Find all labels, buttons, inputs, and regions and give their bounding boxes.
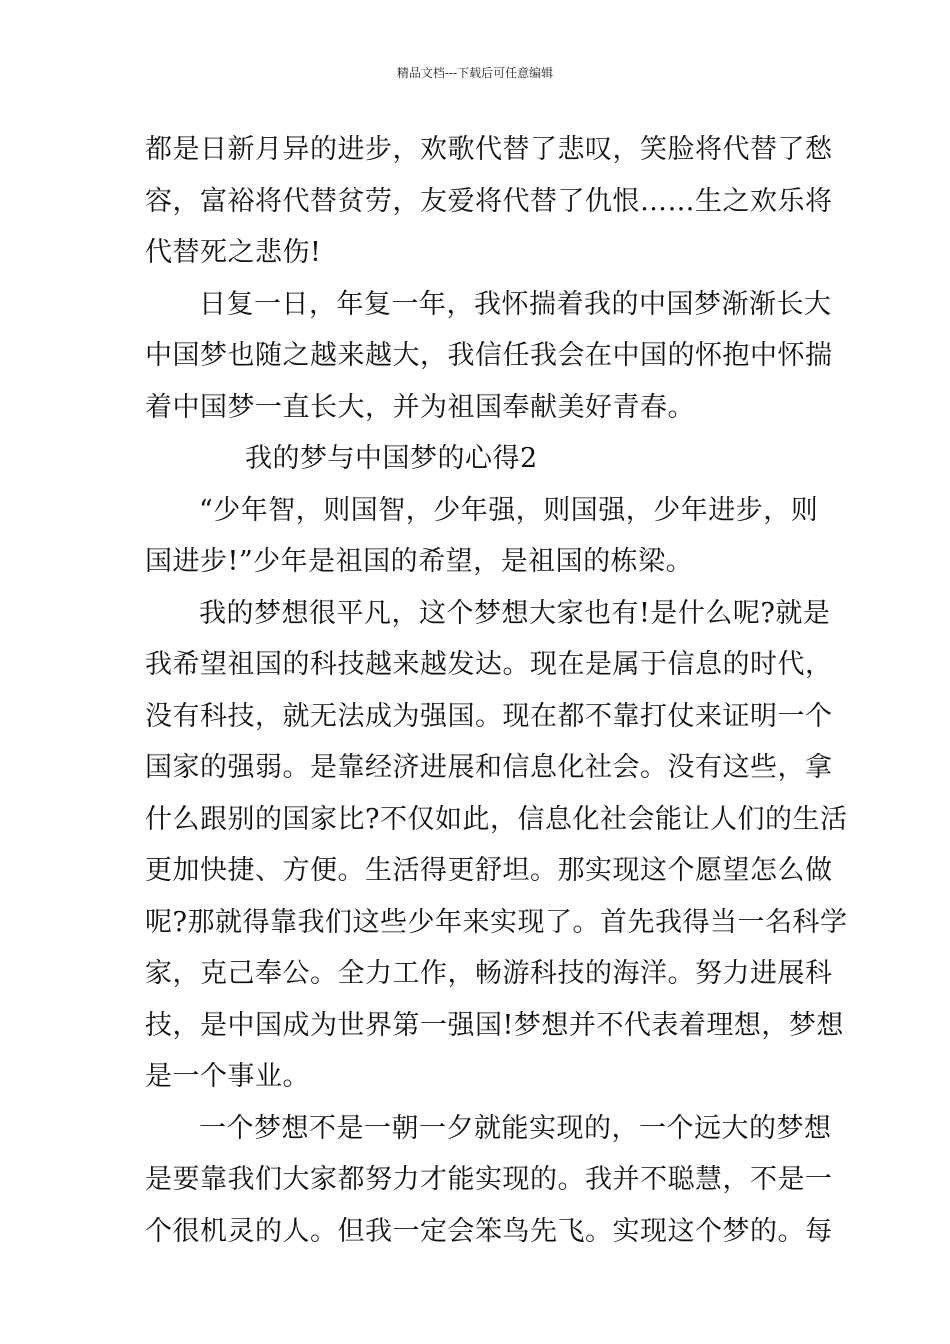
text-line: 什么跟别的国家比?不仅如此，信息化社会能让人们的生活 xyxy=(145,803,848,835)
text-line: 都是日新月异的进步，欢歌代替了悲叹，笑脸将代替了愁 xyxy=(145,134,833,165)
paragraph xyxy=(145,279,833,434)
paragraph xyxy=(145,124,833,279)
text-line: 国家的强弱。是靠经济进展和信息化社会。没有这些，拿 xyxy=(145,752,833,783)
text-line: 代替死之悲伤! xyxy=(145,237,322,268)
heading-text: 我的梦与中国梦的心得2 xyxy=(245,443,538,474)
paragraph xyxy=(145,485,819,588)
text-line: 我的梦想很平凡，这个梦想大家也有!是什么呢?就是 xyxy=(199,597,831,629)
text-line: 一个梦想不是一朝一夕就能实现的，一个远大的梦想 xyxy=(199,1112,832,1144)
text-line: 容，富裕将代替贫劳，友爱将代替了仇恨……生之欢乐将 xyxy=(145,185,833,217)
text-line: 着中国梦一直长大，并为祖国奉献美好青春。 xyxy=(145,391,695,423)
paragraph xyxy=(145,588,848,1103)
text-line: 呢?那就得靠我们这些少年来实现了。首先我得当一名科学 xyxy=(145,906,848,938)
text-line: 更加快捷、方便。生活得更舒坦。那实现这个愿望怎么做 xyxy=(145,855,833,886)
text-line: 中国梦也随之越来越大，我信任我会在中国的怀抱中怀揣 xyxy=(145,340,833,371)
text-line: 个很机灵的人。但我一定会笨鸟先飞。实现这个梦的。每 xyxy=(145,1215,833,1247)
text-line: 是要靠我们大家都努力才能实现的。我并不聪慧，不是一 xyxy=(145,1164,833,1195)
section-heading xyxy=(145,433,805,485)
document-body xyxy=(145,124,848,1257)
text-line: 没有科技，就无法成为强国。现在都不靠打仗来证明一个 xyxy=(145,700,833,732)
text-line: 技，是中国成为世界第一强国!梦想并不代表着理想，梦想 xyxy=(145,1009,844,1041)
text-line: 是一个事业。 xyxy=(145,1061,310,1092)
paragraph xyxy=(145,1103,833,1258)
text-line: 国进步!”少年是祖国的希望，是祖国的栋梁。 xyxy=(145,546,694,577)
text-line: 我希望祖国的科技越来越发达。现在是属于信息的时代， xyxy=(145,649,833,680)
text-line: “少年智，则国智，少年强，则国强，少年进步，则 xyxy=(199,494,819,526)
text-line: 日复一日，年复一年，我怀揣着我的中国梦渐渐长大 xyxy=(199,288,832,320)
text-line: 家，克己奉公。全力工作，畅游科技的海洋。努力进展科 xyxy=(145,958,833,989)
page-header: 精品文档---下载后可任意编辑 xyxy=(396,66,554,80)
